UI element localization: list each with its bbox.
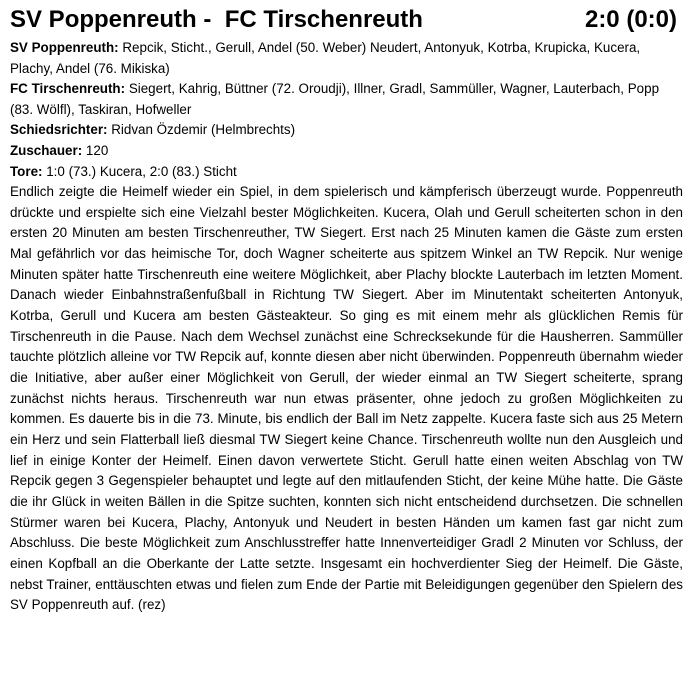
home-lineup-label-text: SV Poppenreuth [10,40,115,55]
home-team-name: SV Poppenreuth [10,6,197,33]
goals-label [10,164,43,179]
away-lineup-label [10,81,125,96]
label-colon: : [114,40,119,55]
match-title [10,4,683,36]
spectators-label-text: Zuschauer [10,142,78,158]
away-team-name: FC Tirschenreuth [224,6,423,33]
home-lineup-label [10,40,119,55]
goals-label-text: Tore [10,163,39,179]
label-colon: : [38,163,43,179]
title-separator: - [196,6,225,33]
referee-line [10,120,683,141]
label-colon: : [120,81,126,97]
spectators-count: 120 [85,142,109,158]
goals-list: 1:0 (73.) Kucera, 2:0 (83.) Sticht [46,163,237,179]
spectators-line [10,141,683,162]
away-lineup-players: Siegert, Kahrig, Büttner (72. Oroudji), Illner, Gradl, Sammüller, Wagner, Lauterbach, Popp (83. Wölfl), Taskiran, Hofweller [10,81,660,117]
away-lineup [10,79,683,120]
referee-label [10,122,108,137]
referee-label-text: Schiedsrichter [10,122,104,138]
spectators-label [10,143,82,158]
label-colon: : [77,142,83,158]
label-colon: : [103,122,108,138]
away-lineup-label-text: FC Tirschenreuth [10,81,121,97]
home-lineup [10,38,683,79]
goals-line [10,162,683,183]
match-report-text: Endlich zeigte die Heimelf wieder ein Spiel, in dem spielerisch und kämpferisch überzeugt wurde. Poppenreuth drückte und erspielte sich eine Vielzahl bester Möglichkeiten. Kucera, Olah und Gerull scheiterten schon in den ersten 20 Minuten am besten Tirschenreuther, TW Siegert. Erst nach 25 Minuten kamen die Gäste zum ersten Mal gefährlich vor das heimische Tor, doch Wagner scheiterte aus spitzem Winkel an TW Repcik. Nur wenige Minuten später hatte Tirschenreuth eine weitere Möglichkeit, aber Plachy blockte Lauterbach im letzten Moment. Danach wieder Einbahnstraßenfußball in Richtung TW Siegert. Aber im Minutentakt scheiterten Antonyuk, Kotrba, Gerull und Kucera am besten Gästeakteur. So ging es mit einem mehr als glücklichen Remis für Tirschenreuth in die Pause. Nach dem Wechsel zunächst eine Schrecksekunde für die Hausherren. Sammüller tauchte plötzlich alleine vor TW Repcik auf, konnte diesen aber nicht überwinden. Poppenreuth übernahm wieder die Initiative, aber außer einer Möglichkeit von Gerull, der wieder einmal an TW Siegert scheiterte, sprang zunächst nichts heraus. Tirschenreuth war nun etwas präsenter, ohne jedoch zu großen Möglichkeiten zu kommen. Es dauerte bis in die 73. Minute, bis endlich der Ball im Netz zappelte. Kucera faste sich aus 25 Metern ein Herz und sein Flatterball ließ diesmal TW Siegert keine Chance. Tirschenreuth wollte nun den Ausgleich und lief in einige Konter der Heimelf. Einen davon verwertete Sticht. Gerull hatte einen weiten Abschlag von TW Repcik gegen 3 Gegenspieler behauptet und legte auf den mitlaufenden Sticht, der keine Mühe hatte. Die Gäste die ihr Glück in weiten Bällen in die Spitze suchten, konnten sich nicht entscheidend durchsetzen. Die schnellen Stürmer waren bei Kucera, Plachy, Antonyuk und Neudert in besten Händen um kamen fast gar nicht zum Abschluss. Die beste Möglichkeit zum Anschlusstreffer hatte Innenverteidiger Gradl 2 Minuten vor Schluss, der einen Kopfball an die Oberkante der Latte setzte. Insgesamt ein hochverdienter Sieg der Heimelf. Die Gäste, nebst Trainer, enttäuschten etwas und fielen zum Ende der Partie mit Beleidigungen gegenüber den Spielern des SV Poppenreuth auf. (rez) [10,184,683,613]
final-score: 2:0 (0:0) [584,6,677,33]
referee-name: Ridvan Özdemir (Helmbrechts) [111,122,296,138]
home-lineup-players: Repcik, Sticht., Gerull, Andel (50. Weber) Neudert, Antonyuk, Kotrba, Krupicka, Kucera, Plachy, Andel (76. Mikiska) [10,40,641,76]
